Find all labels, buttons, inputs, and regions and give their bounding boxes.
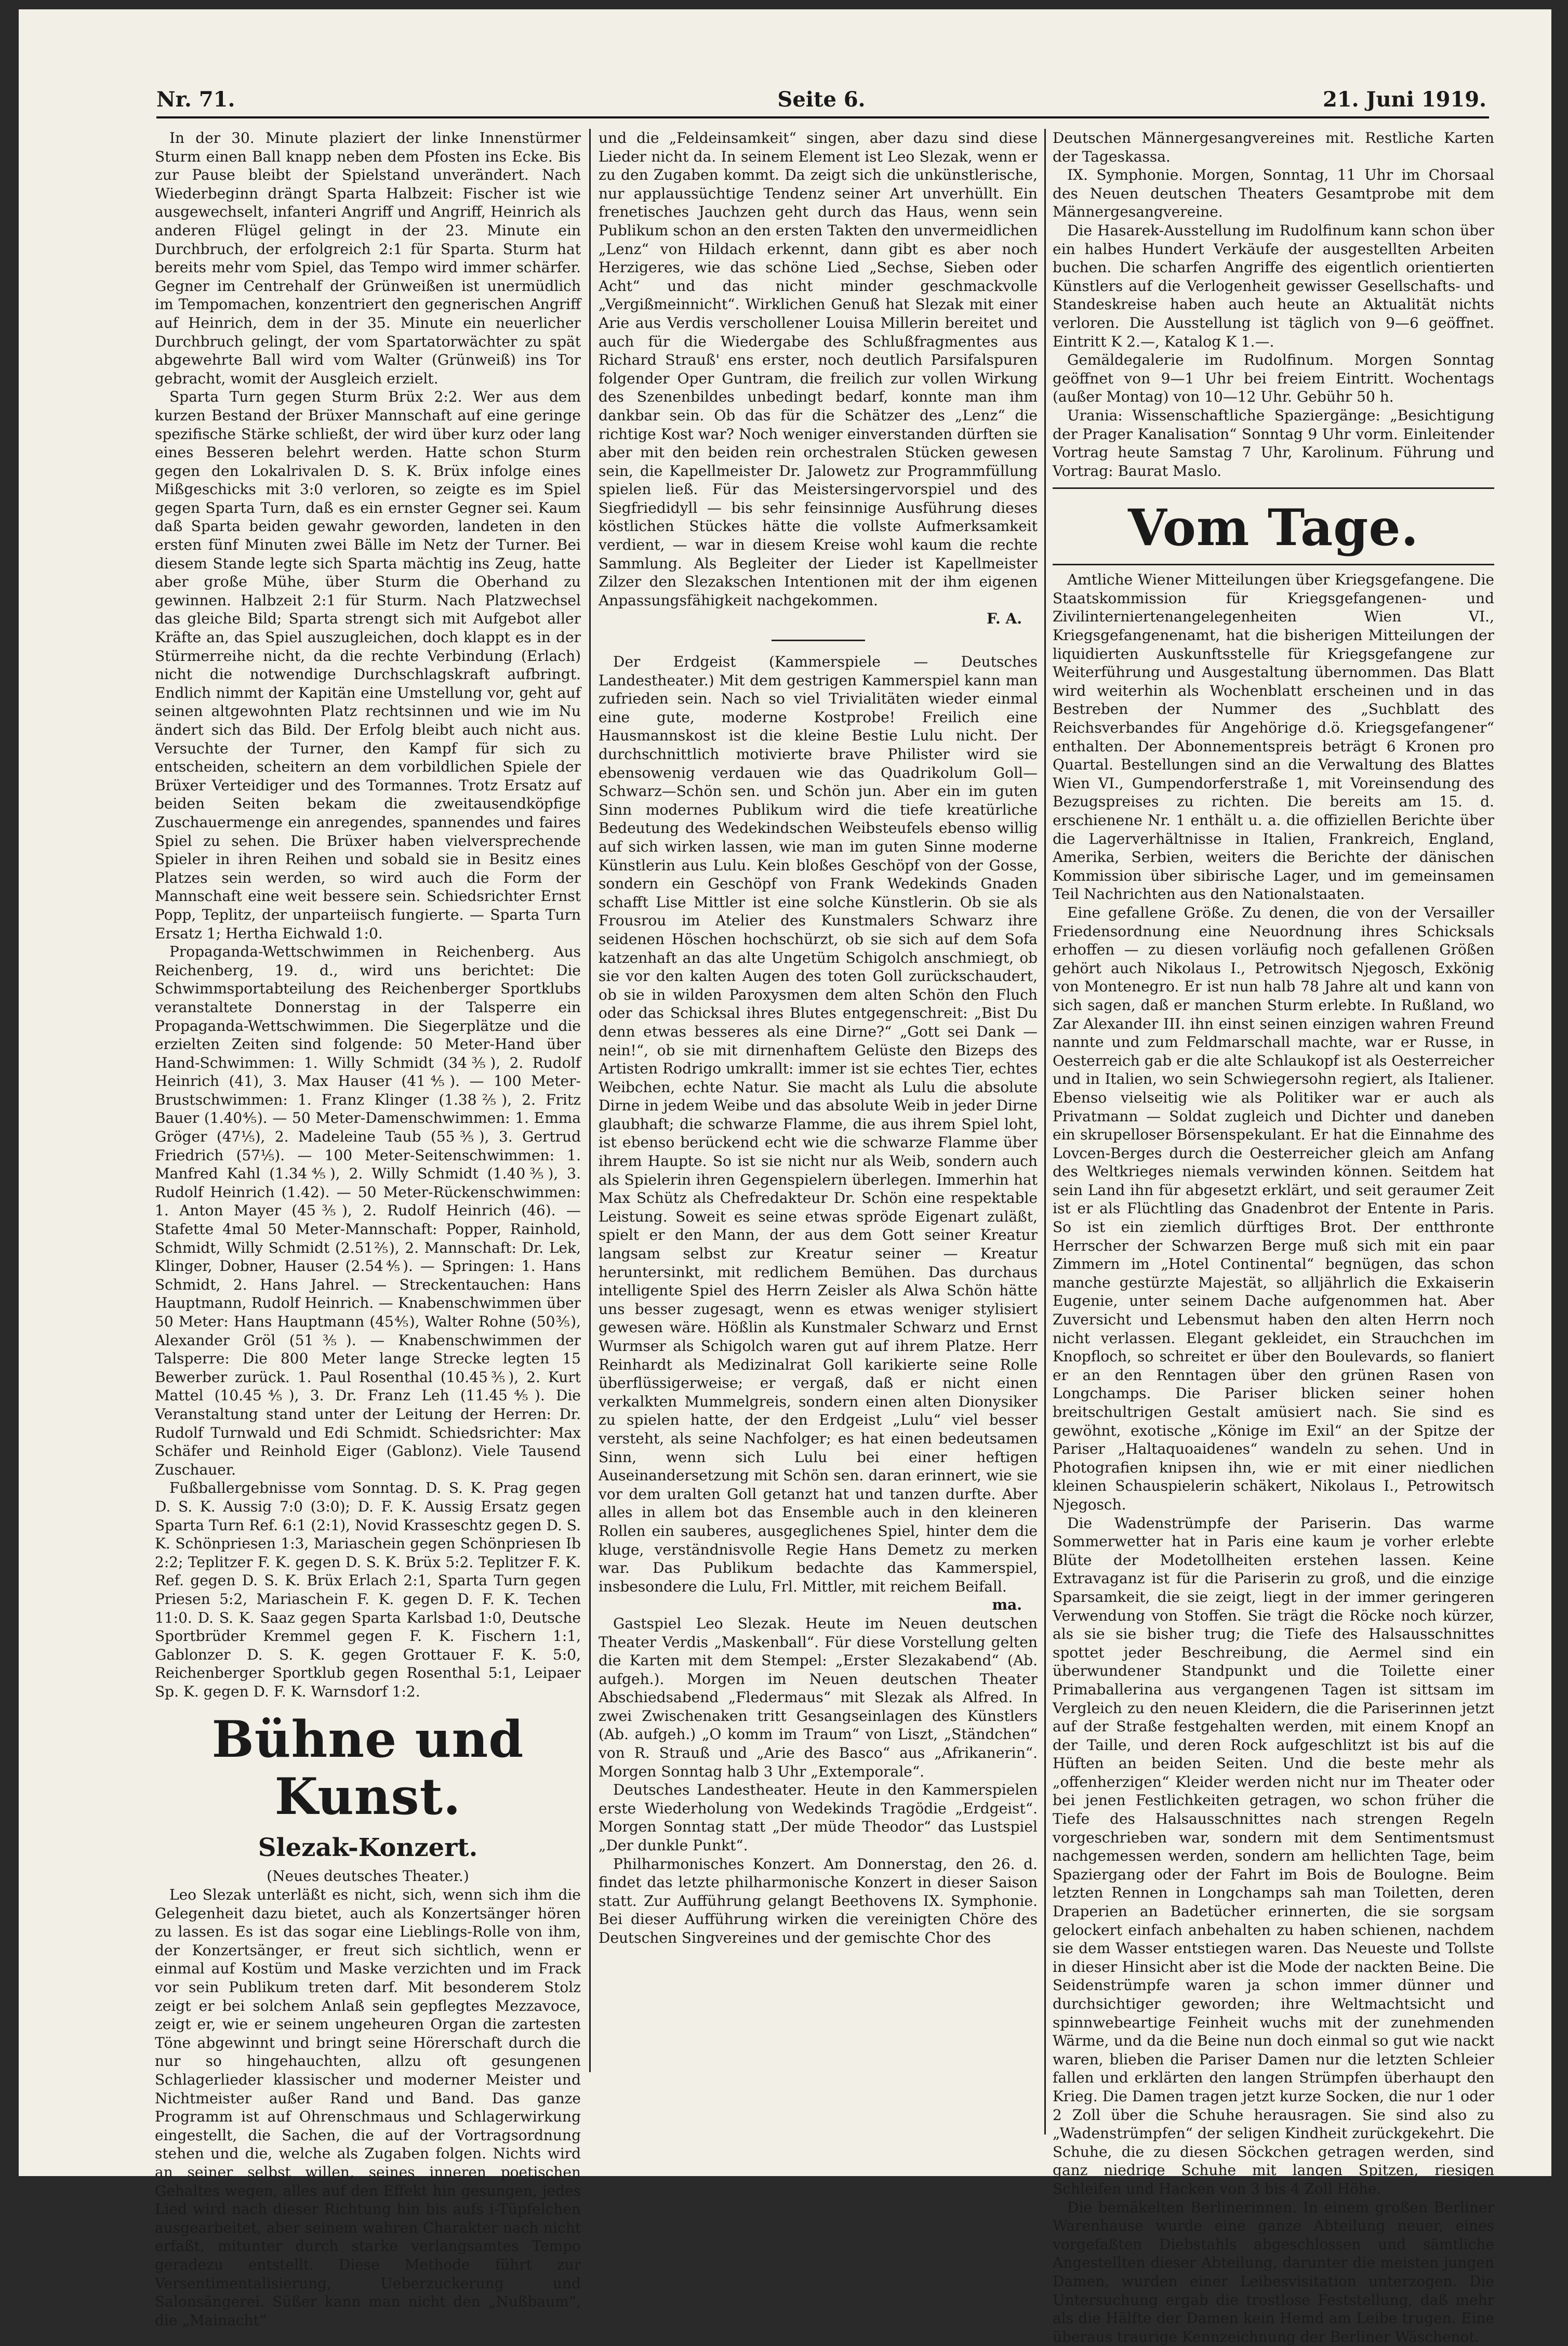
slezak-review: Leo Slezak unterläßt es nicht, sich, wenn sich ihm die Gelegenheit dazu bietet, auch als Konzertsänger hören zu lassen. Es ist das sogar eine Lieblings-Rolle von ihm, der Konzertsänger, er freut sich sichtlich, wenn er einmal auf Kostüm und Maske verzichten und im Frack vor sein Publikum treten darf. Mit besonderem Stolz zeigt er bei solchem Anlaß sein gepflegtes Mezzavoce, zeigt er, wie er seinem ungeheuren Organ die zartesten Töne abgewinnt und bringt seine Hörerschaft durch die nur so hingehauchten, allzu oft gesungenen Schlagerlieder klassischer und moderner Meister und Nichtmeister außer Rand und Band. Das ganze Programm ist auf Ohrenschmaus und Schlagerwirkung eingestellt, die Sachen, die auf der Vortragsordnung stehen und die, welche als Zugaben folgen. Nichts wird an seiner selbst willen, seines inneren poetischen Gehaltes wegen, alles auf den Effekt hin gesungen, jedes Lied wird nach dieser Richtung hin bis aufs i-Tüpfelchen ausgearbeitet, aber seinem wahren Charakter nach nicht erfaßt, mitunter durch starke verlangsamtes Tempo geradezu entstellt. Diese Methode führt zur Versentimentalisierung, Ueberzuckerung und Salonsängerei. Süßer kann man nicht den „Nußbaum“, die „Mainacht“: [155, 1886, 581, 2329]
football-results: Fußballergebnisse vom Sonntag. D. S. K. Prag gegen D. S. K. Aussig 7:0 (3:0); D. F. K. Aussig Ersatz gegen Sparta Turn Ref. 6:1 (2:1), Novid Krasseschtz gegen D. S. K. Schönpriesen 1:3, Mariaschein gegen Schönpriesen Ib 2:2; Teplitzer F. K. gegen D. S. K. Brüx 5:2. Teplitzer F. K. Ref. gegen D. S. K. Brüx Erlach 2:1, Sparta Turn gegen Priesen 5:2, Mariaschein F. K. gegen D. F. K. Techen 11:0. D. S. K. Saaz gegen Sparta Karlsbad 1:0, Deutsche Sportbrüder Kremmel gegen F. K. Fischern 1:1, Gablonzer D. S. K. gegen Grottauer F. K. 5:0, Reichenberger Sportklub gegen Rosenthal 5:1, Leipaer Sp. K. gegen D. F. K. Warnsdorf 1:2.: [155, 1479, 581, 1700]
author-signature-fa: F. A.: [986, 610, 1022, 628]
column-2: [599, 129, 1038, 2135]
author-signature-ma: ma.: [992, 1596, 1022, 1614]
erdgeist-review: Der Erdgeist (Kammerspiele — Deutsches Landestheater.) Mit dem gestrigen Kammerspiel kann man zufrieden sein. Nach so viel Trivialitäten wieder einmal eine gute, moderne Kostprobe! Freilich eine Hausmannskost ist die kleine Bestie Lulu nicht. Der durchschnittlich motivierte brave Philister wird sie ebensowenig verdauen wie das Quadrikolum Goll—Schwarz—Schön sen. und Schön jun. Aber ein im guten Sinn modernes Publikum wird die tiefe kreatürliche Bedeutung des Wedekindschen Weibsteufels ebenso willig auf sich wirken lassen, wie man im guten Sinne moderne Künstlerin aus Lulu. Kein bloßes Geschöpf von der Gosse, sondern ein Geschöpf von Frank Wedekinds Gnaden schafft Lise Mittler ist eine solche Künstlerin. Ob sie als Frousrou im Atelier des Kunstmalers Schwarz ihre seidenen Höschen hochschürzt, ob sie sich auf dem Sofa katzenhaft an das alte Ungetüm Schigolch anschmiegt, ob sie vor den kalten Augen des toten Goll zurückschaudert, ob sie in wilden Paroxysmen dem alten Schön den Fluch oder das Schicksal ihres Blutes entgegenschreit: „Bist Du denn etwas besseres als eine Dirne?“ „Gott sei Dank — nein!“, ob sie mit dirnenhaftem Gelüste den Bizeps des Artisten Rodrigo umkrallt: immer ist sie echtes Tier, echtes Weibchen, echte Natur. Sie macht als Lulu die absolute Dirne in jedem Weibe und das absolute Weib in jeder Dirne glaubhaft; die schwarze Flamme, die aus ihrem Spiel loht, ist ebenso berückend echt wie die schwarze Flamme über ihrem Haupte. So ist sie nicht nur als Weib, sondern auch als Spielerin ihren Gegenspielern überlegen. Immerhin hat Max Schütz als Chefredakteur Dr. Schön eine respektable Leistung. Soweit es seine etwas spröde Eigenart zuläßt, spielt er den Mann, der aus dem Gott seiner Kreatur langsam selbst zur Kreatur seiner — Kreatur heruntersinkt, mit redlichem Bemühen. Das durchaus intelligente Spiel des Herrn Zeisler als Alwa Schön hätte uns besser zugesagt, wenn es etwas weniger stylisiert gewesen wäre. Hößlin als Kunstmaler Schwarz und Ernst Wurmser als Schigolch waren gut auf ihrem Platze. Herr Reinhardt als Medizinalrat Goll karikierte seine Rolle überflüssigerweise; er vergaß, daß er nicht einen verkalkten Mummelgreis, sondern einen alten Dionysiker zu spielen hatte, der den Erdgeist „Lulu“ viel besser versteht, als seine Nachfolger; es hat einen bedeutsamen Sinn, wenn sich Lulu bei einer heftigen Auseinandersetzung mit Schön sen. daran erinnert, wie sie vor dem uralten Goll getanzt hat und tanzen durfte. Aber alles in allem bot das Ensemble auch in den kleineren Rollen ein sauberes, ausgeglichenes Spiel, hinter dem die kluge, verständnisvolle Regie Hans Demetz zu merken war. Das Publikum bedachte das Kammerspiel, insbesondere die Lulu, Frl. Mittler, mit reichem Beifall.: [599, 653, 1038, 1595]
swimming-report: Propaganda-Wettschwimmen in Reichenberg. Aus Reichenberg, 19. d., wird uns berichtet: Die Schwimmsportabteilung des Reichenberger Sportklubs veranstaltete Donnerstag in der Talsperre ein Propaganda-Wettschwimmen. Die Siegerplätze und die erzielten Zeiten sind folgende: 50 Meter-Hand über Hand-Schwimmen: 1. Willy Schmidt (34⅗), 2. Rudolf Heinrich (41), 3. Max Hauser (41⅘). — 100 Meter-Brustschwimmen: 1. Franz Klinger (1.38⅖), 2. Fritz Bauer (1.40⅘). — 50 Meter-Damenschwimmen: 1. Emma Gröger (47⅕), 2. Madeleine Taub (55⅗), 3. Gertrud Friedrich (57⅕). — 100 Meter-Seitenschwimmen: 1. Manfred Kahl (1.34⅘), 2. Willy Schmidt (1.40⅗), 3. Rudolf Heinrich (1.42). — 50 Meter-Rückenschwimmen: 1. Anton Mayer (45⅗), 2. Rudolf Heinrich (46). — Stafette 4mal 50 Meter-Mannschaft: Popper, Rainhold, Schmidt, Willy Schmidt (2.51⅖), 2. Mannschaft: Dr. Lek, Klinger, Dobner, Hauser (2.54⅘). — Springen: 1. Hans Schmidt, 2. Hans Jahrel. — Streckentauchen: Hans Hauptmann, Rudolf Heinrich. — Knabenschwimmen über 50 Meter: Hans Hauptmann (45⅘), Walter Rohne (50⅗), Alexander Gröl (51⅗). — Knabenschwimmen der Talsperre: Die 800 Meter lange Strecke legten 15 Bewerber zurück. 1. Paul Rosenthal (10.45⅗), 2. Kurt Mattel (10.45⅘), 3. Dr. Franz Leh (11.45⅘). Die Veranstaltung stand unter der Leitung der Herren: Dr. Rudolf Turnwald und Edi Schmidt. Schiedsrichter: Max Schäfer und Reinhold Eiger (Gablonz). Viele Tausend Zuschauer.: [155, 943, 581, 1478]
gallery-notice: Gemäldegalerie im Rudolfinum. Morgen Sonntag geöffnet von 9—1 Uhr bei freiem Eintritt. Wochentags (außer Montag) von 10—12 Uhr. Gebühr 50 h.: [1053, 351, 1494, 406]
section-rule: [1053, 487, 1494, 489]
column-divider-2: [1044, 129, 1046, 2135]
header-rule: [156, 116, 1489, 118]
gastspiel-notice: Gastspiel Leo Slezak. Heute im Neuen deutschen Theater Verdis „Maskenball“. Für diese Vorstellung gelten die Karten mit dem Stempel: „Erster Slezakabend“ (Ab. aufgeh.). Morgen im Neuen deutschen Theater Abschiedsabend „Fledermaus“ mit Slezak als Alfred. In zwei Zwischenaken tritt Gesangseinlagen des Künstlers (Ab. aufgeh.) „O komm im Traum“ von Liszt, „Ständchen“ von R. Strauß und „Arie des Basco“ aus „Afrikanerin“. Morgen Sonntag halb 3 Uhr „Extemporale“.: [599, 1614, 1038, 1780]
column-1: [155, 129, 581, 2329]
article-separator: [772, 640, 865, 641]
landestheater-notice: Deutsches Landestheater. Heute in den Kammerspielen erste Wiederholung von Wedekinds Tragödie „Erdgeist“. Morgen Sonntag statt „Der müde Theodor“ das Lustspiel „Der dunkle Punkt“.: [599, 1781, 1038, 1854]
paris-fashion-article: Die Wadenstrümpfe der Pariserin. Das warme Sommerwetter hat in Paris eine kaum je vorher erlebte Blüte der Modetollheiten erstehen lassen. Keine Extravaganz ist für die Pariserin zu groß, und die einzige Sparsamkeit, die sie zeigt, liegt in der immer geringeren Verwendung von Stoffen. Sie trägt die Röcke noch kürzer, als sie sie bisher trug; die Tiefe des Halsausschnittes spottet jeder Beschreibung, die Aermel sind ein überwundener Standpunkt und die Toilette einer Primaballerina aus vergangenen Tagen ist sittsam im Vergleich zu den neuen Kleidern, die die Pariserinnen jetzt auf der Straße festgehalten werden, mit einem Knopf an der Taille, und deren Rock aufgeschlitzt ist bis auf die Hüften an beiden Seiten. Und die beste mehr als „offenherzigen“ Kleider werden nicht nur im Theater oder bei jenen Festlichkeiten getragen, wo schon früher die Tiefe des Halsausschnittes nach strengen Regeln vorgeschrieben war, sondern mit dem Sentimentsmust nachgemessen werden, sondern am hellichten Tage, beim Spaziergang oder der Fahrt im Bois de Boulogne. Beim letzten Rennen in Longchamps sah man Toiletten, deren Draperien an Badetücher erinnerten, die sie sorgsam gelockert einfach anbehalten zu haben schienen, nachdem sie dem Wasser entstiegen waren. Das Neueste und Tollste in dieser Hinsicht aber ist die Mode der nackten Beine. Die Seidenstrümpfe waren ja schon immer dünner und durchsichtiger geworden; ihre Weltmachtsicht und spinnwebeartige Feinheit wuchs mit der zunehmenden Wärme, und da die Beine nun doch einmal so gut wie nackt waren, blieben die Pariser Damen nur die letzten Schleier fallen und erklärten den langen Strümpfen überhaupt den Krieg. Die Damen tragen jetzt kurze Socken, die nur 1 oder 2 Zoll über die Schuhe herausragen. Sie sind also zu „Wadenstrümpfen“ der seligen Kindheit zurückgekehrt. Die Schuhe, die zu diesen Söckchen getragen werden, sind ganz niedrige Schuhe mit langen Spitzen, riesigen Schleifen und Hacken von 3 bis 4 Zoll Höhe.: [1053, 1514, 1494, 2197]
urania-notice: Urania: Wissenschaftliche Spaziergänge: „Besichtigung der Prager Kanalisation“ Sonntag 9 Uhr vorm. Einleitender Vortrag heute Samstag 7 Uhr, Karolinum. Führung und Vortrag: Baurat Maslo.: [1053, 406, 1494, 480]
article-title-slezak: Slezak-Konzert.: [258, 1833, 478, 1863]
slezak-review-cont: und die „Feldeinsamkeit“ singen, aber dazu sind diese Lieder nicht da. In seinem Element ist Leo Slezak, wenn er zu den Zugaben kommt. Da zeigt sich die unkünstlerische, nur applaussüchtige Tendenz seiner Art unverhüllt. Ein frenetisches Jauchzen geht durch das Haus, wenn sein Publikum schon an den ersten Takten den unvermeidlichen „Lenz“ von Hildach erkennt, dann gibt es aber noch Herzigeres, wie das schöne Lied „Sechse, Sieben oder Acht“ und das nicht minder geschmackvolle „Vergißmeinnicht“. Wirklichen Genuß hat Slezak mit einer Arie aus Verdis verschollener Louisa Millerin bereitet und auch für die Wiedergabe des Schlußfragmentes aus Richard Strauß' ens erster, noch deutlich Parsifalspuren folgender Oper Guntram, die freilich zur vollen Wirkung des Szenenbildes unbedingt bedarf, konnte man ihm dankbar sein. Ob das für die Schätzer des „Lenz“ die richtige Kost war? Noch weniger einverstanden dürften sie aber mit den beiden rein orchestralen Stücken gewesen sein, die Kapellmeister Dr. Jalowetz zur Programmfüllung spielen ließ. Für das Meistersingervorspiel und des Siegfriedidyll — bis sehr feinsinnige Ausführung dieses köstlichen Stückes hätte die vollste Aufmerksamkeit verdient, — war in diesem Kreise wohl kaum die rechte Sammlung. Als Begleiter der Lieder ist Kapellmeister Zilzer den Slezakschen Intentionen mit der ihm eigenen Anpassungsfähigkeit nachgekommen.: [599, 129, 1038, 609]
issue-date: 21. Juni 1919.: [1323, 87, 1486, 112]
column-3: [1053, 129, 1494, 2345]
montenegro-article: Eine gefallene Größe. Zu denen, die von der Versailler Friedensordnung eine Neuordnung ihres Schicksals erhoffen — zu diesen vorläufig noch gefallenen Größen gehört auch Nikolaus I., Petrowitsch Njegosch, Exkönig von Montenegro. Er ist nun halb 78 Jahre alt und kann von sich sagen, daß er manchen Sturm erlebte. In Rußland, wo Zar Alexander III. ihn einst seinen einzigen wahren Freund nannte und zum Feldmarschall machte, war er Russe, in Oesterreich gab er die alte Schlaukopf ist als Oesterreicher und in Italien, wo sein Schwiegersohn regiert, als Italiener. Ebenso vielseitig wie als Politiker war er auch als Privatmann — Soldat zugleich und Dichter und daneben ein skrupelloser Börsenspekulant. Er hat die Einnahme des Lovcen-Berges durch die Oesterreicher gleich am Anfang des Weltkrieges niemals verwinden können. Seitdem hat sein Land ihn für abgesetzt erklärt, und seit geraumer Zeit ist er als Flüchtling das Gnadenbrot der Entente in Paris. So ist ein ziemlich dürftiges Brot. Der entthronte Herrscher der Schwarzen Berge muß sich mit ein paar Zimmern im „Hotel Continental“ begnügen, das schon manche gestürzte Majestät, so alljährlich die Exkaiserin Eugenie, unter seinem Dache aufgenommen hat. Aber Zuversicht und Lebensmut haben den alten Herrn noch nicht verlassen. Elegant gekleidet, ein Strauchchen im Knopfloch, so schreitet er über den Boulevards, so flaniert er an den Renntagen über den grünen Rasen von Longchamps. Die Pariser blicken seiner hohen breitschultrigen Gestalt amüsiert nach. Sie sind es gewöhnt, exotische „Könige im Exil“ an der Spitze der Pariser „Haltaquoaidenes“ wandeln zu sehen. Und in Photografien knipsen ihn, wie er mit einer niedlichen kleinen Schauspielerin schäkert, Nikolaus I., Petrowitsch Njegosch.: [1053, 904, 1494, 1513]
berlin-article: Die bemäkelten Berlinerinnen. In einem großen Berliner Warenhause wurde eine ganze Abteilung neuer, eines vorgefaßten Diebstahls abgeschlossen und sämtliche Angestellten dieser Abteilung, darunter die meisten jungen Damen, wurden einer Leibesvisitation unterzogen. Die Untersuchung ergab die trostlose Feststellung, daß mehr als die Hälfte der Damen kein Hemd am Leibe trugen. Eine überaus traurige Kennzeichnung der Berliner Wäschenot.: [1053, 2198, 1494, 2345]
philharmonic-notice-cont: Deutschen Männergesangvereines mit. Restliche Karten der Tageskassa.: [1053, 129, 1494, 165]
pow-notice: Amtliche Wiener Mitteilungen über Kriegsgefangene. Die Staatskommission für Kriegsgefangenen- und Zivilinterniertenangelegenheiten Wien VI., Kriegsgefangenenamt, hat die bisherigen Mitteilungen der liquidierten Auskunftsstelle für Kriegsgefangene zur Weiterführung und Ausgestaltung übernommen. Das Blatt wird weiterhin als Wochenblatt erscheinen und in das Bestreben der Nummer des „Suchblatt des Reichsverbandes für Angehörige d.ö. Kriegsgefangener“ enthalten. Der Abonnementspreis beträgt 6 Kronen pro Quartal. Bestellungen sind an die Verwaltung des Blattes Wien VI., Gumpendorferstraße 1, mit Voreinsendung des Bezugspreises zu richten. Die bereits am 15. d. erschienene Nr. 1 enthält u. a. die offiziellen Berichte über die Lagerverhältnisse in Italien, Frankreich, England, Amerika, Serbien, weiters die Berichte der dänischen Kommission über sibirische Lager, und im gemeinsamen Teil Nachrichten aus den Nationalstaaten.: [1053, 571, 1494, 903]
exhibition-notice: Die Hasarek-Ausstellung im Rudolfinum kann schon über ein halbes Hundert Verkäufe der ausgestellten Arbeiten buchen. Die scharfen Angriffe des eigentlich orientierten Künstlers auf die Verlogenheit gewisser Gesellschafts- und Standeskreise haben auch heute an Aktualität nichts verloren. Die Ausstellung ist täglich von 9—6 geöffnet. Eintritt K 2.—, Katalog K 1.—.: [1053, 221, 1494, 350]
article-venue: (Neues deutsches Theater.): [267, 1867, 469, 1885]
issue-number: Nr. 71.: [156, 87, 235, 112]
sport-report-2: Sparta Turn gegen Sturm Brüx 2:2. Wer aus dem kurzen Bestand der Brüxer Mannschaft auf eine geringe spezifische Stärke schließt, der wird über kurz oder lang eines Besseren belehrt werden. Hatte schon Sturm gegen den Lokalrivalen D. S. K. Brüx infolge eines Mißgeschicks mit 3:0 verloren, so zeigte es im Spiel gegen Sparta Turn, daß es ein ernster Gegner sei. Kaum daß Sparta beiden gewahr geworden, landeten in den ersten fünf Minuten zwei Bälle im Netz der Turner. Bei diesem Stande legte sich Sparta mächtig ins Zeug, hatte aber große Mühe, über Sturm die Oberhand zu gewinnen. Halbzeit 2:1 für Sturm. Nach Platzwechsel das gleiche Bild; Sparta strengt sich mit Aufgebot aller Kräfte an, das Spiel auszugleichen, doch klappt es in der Stürmerreihe nicht, da die rechte Verbindung (Erlach) nicht die notwendige Durchschlagskraft aufbringt. Endlich nimmt der Kapitän eine Umstellung vor, geht auf seinen altgewohnten Platz rechtsinnen und wie im Nu ändert sich das Bild. Der Erfolg bleibt auch nicht aus. Versuchte der Turner, den Kampf für sich zu entscheiden, scheitern an dem vorbildlichen Spiele der Brüxer Verteidiger und des Tormannes. Trotz Ersatz auf beiden Seiten bekam die zweitausendköpfige Zuschauermenge ein anregendes, spannendes und faires Spiel zu sehen. Die Brüxer haben vielversprechende Spieler in ihren Reihen und sobald sie in Besitz eines Platzes sein werden, so wird auch die Form der Mannschaft eine weit bessere sein. Schiedsrichter Ernst Popp, Teplitz, der unparteiisch fungierte. — Sparta Turn Ersatz 1; Hertha Eichwald 1:0.: [155, 388, 581, 942]
symphony-notice: IX. Symphonie. Morgen, Sonntag, 11 Uhr im Chorsaal des Neuen deutschen Theaters Gesamtprobe mit dem Männergesangvereine.: [1053, 166, 1494, 221]
section-heading-tage: Vom Tage.: [1128, 498, 1419, 558]
sport-report-1: In der 30. Minute plaziert der linke Innenstürmer Sturm einen Ball knapp neben dem Pfosten ins Ecke. Bis zur Pause bleibt der Spielstand unverändert. Nach Wiederbeginn drängt Sparta Halbzeit: Fischer ist wie ausgewechselt, infanteri Angriff und Angriff, Heinrich als anderen Flügel gelingt in der 23. Minute ein Durchbruch, der erfolgreich 2:1 für Sparta. Sturm hat bereits mehr vom Spiel, das Tempo wird immer schärfer. Gegner im Centrehalf der Grünweißen ist unermüdlich im Tempomachen, konzentriert den gegnerischen Angriff auf Heinrich, dem in der 35. Minute ein neuerlicher Durchbruch gelingt, der vom Spartatorwächter zu spät abgewehrte Ball wird vom Walter (Grünweiß) ins Tor gebracht, womit der Ausgleich erzielt.: [155, 129, 581, 387]
philharmonic-notice: Philharmonisches Konzert. Am Donnerstag, den 26. d. findet das letzte philharmonische Konzert in dieser Saison statt. Zur Aufführung gelangt Beethovens IX. Symphonie. Bei dieser Aufführung wirken die vereinigten Chöre des Deutschen Singvereines und der gemischte Chor des: [599, 1855, 1038, 1946]
column-divider-1: [589, 129, 591, 2072]
section-rule-2: [1053, 564, 1494, 565]
section-heading-kunst: Bühne und Kunst.: [211, 1710, 524, 1826]
page-number: Seite 6.: [777, 87, 866, 112]
page-header: [156, 87, 1486, 118]
newspaper-page: [19, 9, 1551, 2345]
